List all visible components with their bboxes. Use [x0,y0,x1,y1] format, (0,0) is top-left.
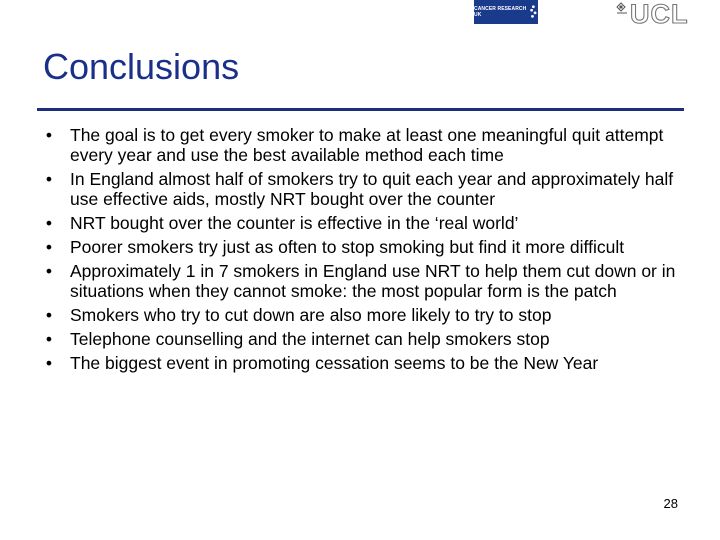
bullet-text: Approximately 1 in 7 smokers in England use NRT to help them cut down or in situations when they cannot smoke: the most popular form is the patch [70,261,676,301]
crc-logo-mark-icon [529,3,538,21]
bullet-text: Smokers who try to cut down are also more likely to try to stop [70,305,552,325]
bullet-item [42,353,692,373]
bullet-item [42,213,692,233]
bullet-dot-icon: • [45,169,53,189]
bullet-text: The goal is to get every smoker to make at least one meaningful quit attempt every year and use the best available method each time [70,125,664,165]
bullet-dot-icon: • [45,237,53,257]
bullet-dot-icon: • [45,125,53,145]
crc-logo-text: CANCER RESEARCH UK [474,6,527,18]
bullet-dot-icon: • [45,213,53,233]
bullet-dot-icon: • [45,305,53,325]
bullet-item [42,169,692,209]
bullet-text: Telephone counselling and the internet can help smokers stop [70,329,550,349]
bullet-item [42,125,692,165]
cancer-research-uk-logo [474,0,538,24]
bullet-dot-icon: • [45,329,53,349]
slide-title: Conclusions [43,46,240,87]
bullet-item [42,237,692,257]
bullet-list [42,125,692,377]
page-number: 28 [663,496,678,511]
bullet-text: NRT bought over the counter is effective in the ‘real world’ [70,213,519,233]
bullet-text: Poorer smokers try just as often to stop smoking but find it more difficult [70,237,625,257]
ucl-logo-text: UCL [630,0,689,26]
bullet-item [42,305,692,325]
bullet-item [42,261,692,301]
ucl-logo [616,0,720,26]
bullet-text: The biggest event in promoting cessation seems to be the New Year [70,353,599,373]
bullet-text: In England almost half of smokers try to quit each year and approximately half use effective aids, mostly NRT bought over the counter [70,169,674,209]
bullet-item [42,329,692,349]
bullet-dot-icon: • [45,353,53,373]
title-divider [37,108,684,111]
bullet-dot-icon: • [45,261,53,281]
